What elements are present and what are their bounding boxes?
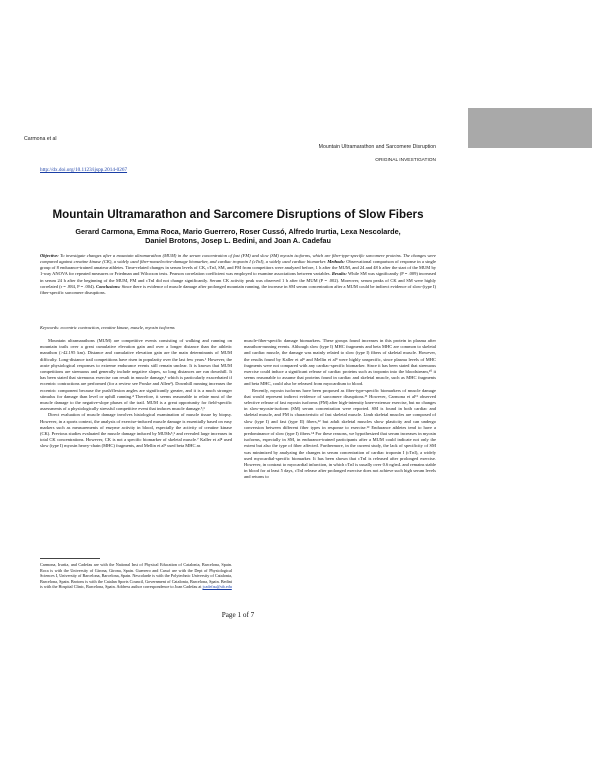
running-title: Mountain Ultramarathon and Sarcomere Disruption (318, 144, 436, 150)
affiliation-footnote (40, 562, 232, 590)
author-list (40, 227, 436, 246)
abstract-conclusions: Since there is evidence of muscle damage after prolonged mountain running, the increase in SM serum concentration after a MUM could be indirect evidence of slow-(type I) fiber-specific sarcomere disruptions. (40, 283, 436, 295)
abstract-results-label: Results: (331, 271, 349, 277)
doi-link[interactable]: http://dx.doi.org/10.1123/ijspp.2014-0267 (40, 167, 128, 173)
abstract-objective-label: Objective: (40, 253, 61, 258)
body-paragraph: Mountain ultramarathons (MUM) are competitive events consisting of walking and running on mountain trails over a great cumulative elevation gain and over a longer distance than the athletic marathon (>42.195 km). Distance and cumulative elevation gain are the main determinants of MUM difficulty. Long-distance trail competitions have risen in popularity over the last few years.¹ However, the acute physiological responses to extreme endurance events still remain unclear. It is known that MUM competitions are strenuous and generally include negative slopes, so long distances are run downhill. It has been stated that strenuous exercise can result in muscle damage,² which is particularly exacerbated if eccentric contractions are performed (for a review see Proske and Allen³). Downhill running increases the eccentric component because the push/flexion angles are significantly greater, and it is a much stronger stimulus for damage than level or uphill running.⁴ Therefore, it seems reasonable to relate most of the muscle damage to the negative-slope phases of the trail. MUM is a great opportunity for field-specific assessments of a physiologically stressful competitive event that induces muscle damage.⁵,⁶ (40, 338, 232, 412)
body-column-left (40, 338, 232, 450)
body-paragraph: Recently, myosin isoforms have been proposed as fiber-type-specific biomarkers of muscle damage that would represent indirect evidence of sarcomere disruptions.¹¹ However, Carmona et al¹¹ observed selective release of fast myosin isoforms (FM) after high-intensity knee-extensor exercise, but no changes in slow-myosin-isoform (SM) serum concentration were reported. SM is found in both cardiac and skeletal muscle, and FM is characteristic of fast skeletal muscle. Limb skeletal muscles are composed of slow (type I) and fast (type II) fibers,¹² but adult skeletal muscles show plasticity and can undergo conversion between different fiber types in response to exercise.¹³ Endurance athletes tend to have a predominance of slow (type I) fibers.¹⁴ For these reasons, we hypothesized that serum increases in myosin isoforms, especially in SM, in endurance-trained participants after a MUM could indicate not only the extent but also the type of fiber affected. Furthermore, in the current study, the lack of specificity of SM was minimized by analyzing the changes in serum concentration of cardiac troponin I (cTnI), a widely used myocardial-specific biomarker. It has been shown that cTnI is released after prolonged exercise. However, in contrast to myocardial infarction, in which cTnI is usually over 0.6 ng/mL and remains stable in blood for at least 5 days, cTnI release after prolonged exercise does not achieve such high serum levels and returns to (244, 387, 436, 480)
footnote-divider (40, 558, 100, 559)
running-author: Carmona et al (24, 136, 57, 142)
keywords-label: Keywords: (40, 325, 61, 330)
body-column-right (244, 338, 436, 481)
correspondence-email[interactable]: jcadefau@ub.edu (202, 584, 232, 590)
footnote-text: Carmona, Irurtia, and Cadefau are with the National Inst of Physical Education of Catalonia, Barcelona, Spain. Roca is with the University of Girona, Girona, Spain. Guerrero and Cussó are with the Dept of Physiological Sciences I, University of Barcelona, Barcelona, Spain. Nescolarde is with the Polytechnic University of Catalonia, Barcelona, Spain. Brotons is with the Catalan Sports Council, Government of Catalonia, Barcelona, Spain. Bedini is with the Hospital Clinic, Barcelona, Spain. Address author correspondence to Joan Cadefau at (40, 562, 232, 590)
body-paragraph: muscle-fiber-specific damage biomarkers. These groups found increases in this protein in plasma after marathon-running events. Although slow (type I) MHC fragments and beta MHC are common to skeletal and cardiac muscle, the damage was mainly related to slow (type I) fibers of skeletal muscle. However, the results found by Kaller et al⁸ and Mellin et al⁹ were highly unspecific, since plasma levels of MHC fragments were not compared with any cardiac-specific biomarker. Since it has been stated that strenuous exercise could induce a significant release of cardiac proteins such as troponin into the bloodstream,¹⁰ it seems reasonable to assume that proteins found in cardiac and skeletal muscle, such as MHC fragments and beta MHC, could also be released from myocardium to blood. (244, 338, 436, 387)
article-type: ORIGINAL INVESTIGATION (375, 158, 436, 163)
body-paragraph: Direct evaluation of muscle damage involves histological examination of muscle tissue by biopsy. However, in a sports context, the analysis of exercise-induced muscle damage is essentially based on easy markers such as measurements of enzyme activity in blood, especially the activity of creatine kinase (CK). Previous studies evaluated the muscle damage induced by MUMs⁵,⁶ and revealed large increases in total CK concentrations. However, CK is not a specific biomarker of skeletal muscle.⁷ Kaller et al⁸ used slow (type I) myosin heavy-chain (MHC) fragments, and Mellin et al⁹ used beta MHC as (40, 412, 232, 449)
abstract-objective: To investigate changes after a mountain ultramarathon (MUM) in the serum concentration of fast (FM) and slow (SM) myosin isoforms, which are fiber-type-specific sarcomere proteins. The changes were compared against creatine kinase (CK), a widely used fiber-nonselective-damage biomarker, and cardiac troponin I (cTnI), a widely used cardiac biomarker. (40, 253, 436, 265)
page-number: Page 1 of 7 (221, 611, 255, 619)
author-line-1: Gerard Carmona, Emma Roca, Mario Guerrero, Roser Cussó, Alfredo Irurtia, Lexa Nescolarde, (75, 227, 401, 236)
abstract-conclusions-label: Conclusions: (95, 283, 122, 289)
abstract (40, 253, 436, 296)
abstract-methods: Observational comparison of response in a single group of 8 endurance-trained amateur athletes. Time-related changes in serum levels of CK, cTnI, SM, and FM from competitors were analyzed before, 1 h after the MUM, and 24 and 48 h after the start of the MUM by 1-way ANOVA for repeated measures or Friedman and Wilcoxon tests. Pearson correlation coefficient was employed to examine associations between variables. (40, 259, 436, 277)
keywords-list: eccentric contraction, creatine kinase, muscle, myosin isoforms (60, 325, 175, 330)
comment-annotation[interactable] (468, 108, 592, 148)
abstract-results: While SM was significantly (P = .009) increased in serum 24 h after the beginning of the MUM, FM and cTnI did not change significantly. Serum CK activity peak was observed 1 h after the MUM (P = .002). Moreover, serum peaks of CK and SM were highly correlated (r = .884, P = .004). (40, 271, 436, 289)
keywords (40, 325, 436, 330)
author-line-2: Daniel Brotons, Josep L. Bedini, and Joan A. Cadefau (145, 236, 331, 246)
abstract-methods-label: Methods: (327, 259, 347, 265)
article-title: Mountain Ultramarathon and Sarcomere Disruptions of Slow Fibers (52, 208, 424, 221)
